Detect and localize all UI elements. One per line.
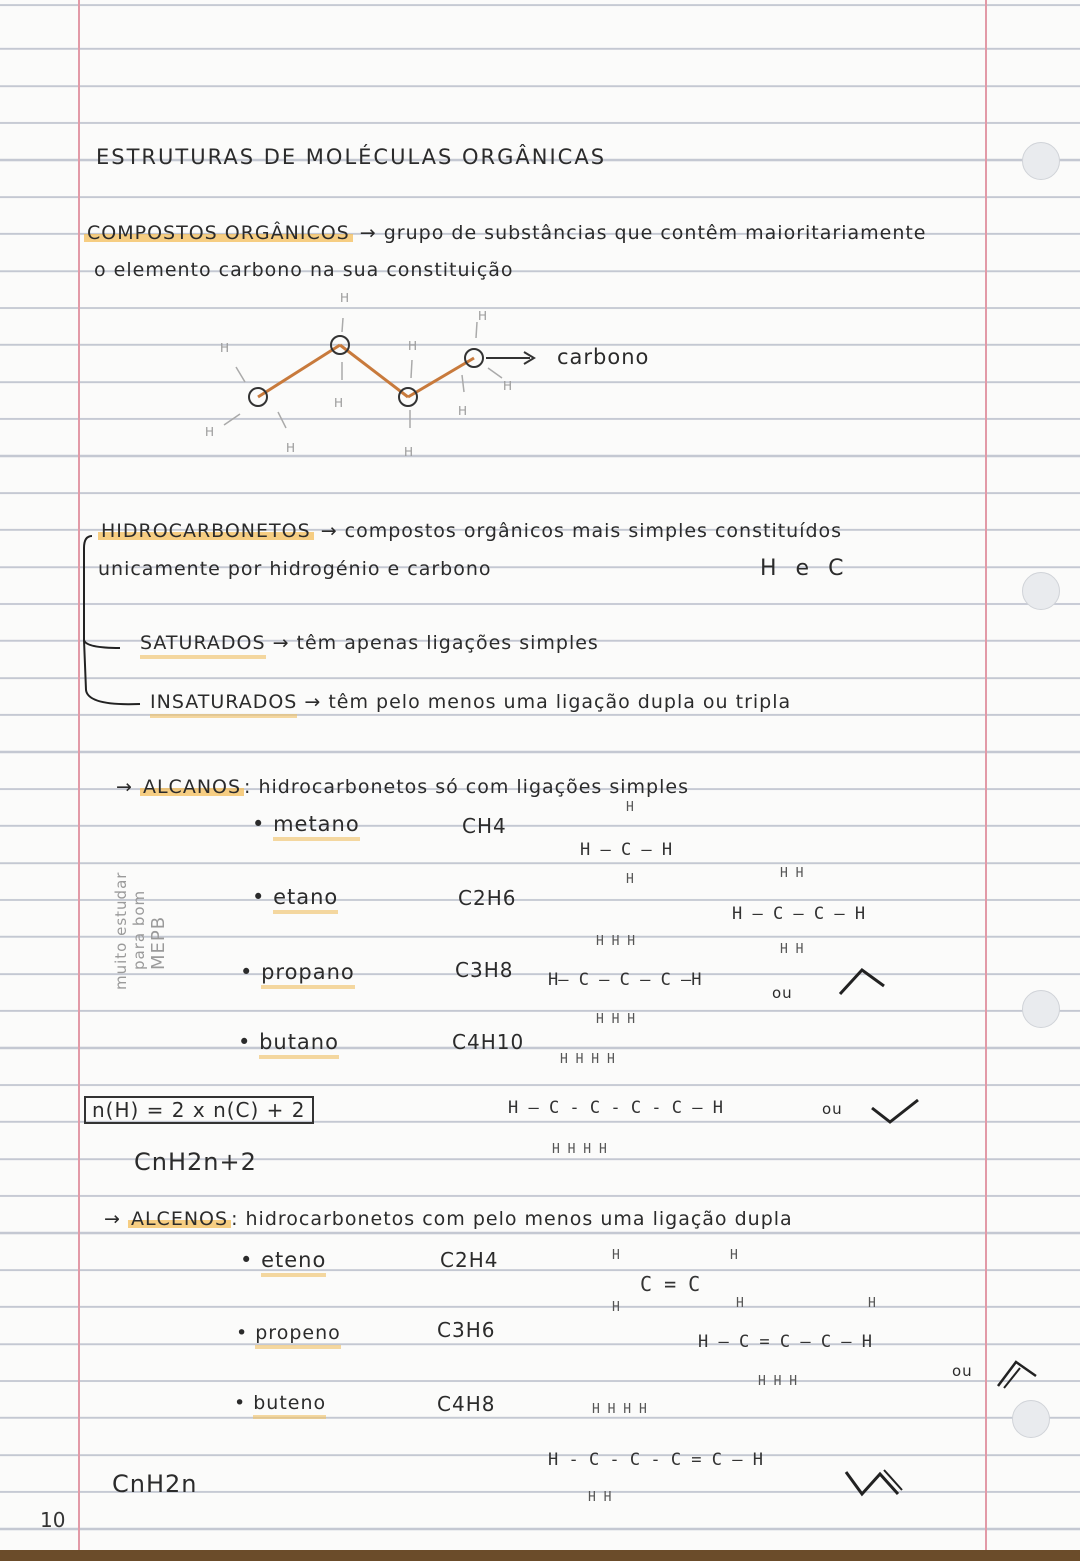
alkane-name: propano [261, 960, 355, 989]
unsaturated-definition: têm pelo menos uma ligação dupla ou tripla [328, 691, 792, 713]
svg-text:H: H [404, 445, 414, 459]
alkane-general-formula: CnH2n+2 [134, 1148, 257, 1176]
elements-h-c: H e C [760, 556, 850, 581]
unsaturated-term: INSATURADOS [150, 691, 297, 718]
structure-butano-top: H H H H [560, 1052, 615, 1067]
structure-metano: H – C – H [580, 840, 673, 860]
structure-buteno-bottom: H H [588, 1490, 612, 1505]
h-atom: H [730, 1248, 738, 1263]
structure-propano: H– C – C – C –H [548, 970, 702, 990]
organic-compounds-definition-1: grupo de substâncias que contêm maioritariamente [383, 222, 927, 244]
h-atom: H [612, 1248, 620, 1263]
h-atom: H [612, 1300, 620, 1315]
alkene-formula: C4H8 [437, 1392, 496, 1416]
alkene-general-formula: CnH2n [112, 1470, 198, 1498]
structure-propeno-top: H [868, 1296, 876, 1311]
alkane-formula: CH4 [462, 814, 507, 838]
alkene-buteno: • buteno [234, 1392, 326, 1414]
structure-eteno: C = C [640, 1272, 701, 1296]
alkanes-term: ALCANOS [140, 776, 244, 798]
or-label: ou [772, 984, 793, 1002]
h-atom: H [736, 1296, 744, 1311]
alkane-name: metano [273, 812, 360, 841]
alkene-propeno: • propeno [236, 1322, 341, 1344]
hydrogen-count-rule: n(H) = 2 x n(C) + 2 [84, 1096, 314, 1124]
side-note-line: para bom [130, 889, 148, 970]
svg-text:H: H [340, 291, 350, 305]
alkane-name: butano [259, 1030, 339, 1059]
arrow: → [304, 691, 322, 713]
structure-etano-top: H H [780, 866, 804, 881]
or-label: ou [822, 1100, 843, 1118]
alkene-name: buteno [253, 1392, 326, 1419]
structure-metano-top: H [626, 800, 634, 815]
alkane-butano: • butano [238, 1030, 339, 1054]
page-title: ESTRUTURAS DE MOLÉCULAS ORGÂNICAS [96, 145, 607, 169]
structure-propeno-bottom: H H H [758, 1374, 798, 1389]
svg-text:H: H [205, 425, 215, 439]
structure-butano-bottom: H H H H [552, 1142, 607, 1157]
alkene-name: eteno [261, 1248, 326, 1277]
arrow: → [320, 520, 338, 542]
svg-text:H: H [478, 309, 488, 323]
svg-text:H: H [408, 339, 418, 353]
structure-propano-bottom: H H H [596, 1012, 636, 1027]
svg-text:H: H [458, 404, 468, 418]
structure-buteno: H - C - C - C = C – H [548, 1450, 763, 1470]
structure-etano-bottom: H H [780, 942, 804, 957]
svg-text:H: H [286, 441, 296, 455]
svg-text:H: H [503, 379, 513, 393]
side-note-line: muito estudar [112, 871, 130, 990]
hydrocarbons-definition-1: compostos orgânicos mais simples constituídos [344, 520, 843, 542]
side-note-line: MEPB [148, 915, 169, 970]
arrow: → [272, 632, 290, 654]
hydrocarbons-term: HIDROCARBONETOS [98, 520, 314, 542]
hydrocarbons-definition-2: unicamente por hidrogénio e carbono [98, 558, 492, 580]
structure-butano: H – C - C - C - C – H [508, 1098, 723, 1118]
organic-compounds-definition-2: o elemento carbono na sua constituição [94, 259, 514, 281]
alkane-metano: • metano [252, 812, 360, 836]
alkane-propano: • propano [240, 960, 355, 984]
alkane-formula: C4H10 [452, 1030, 525, 1054]
structure-metano-bottom: H [626, 872, 634, 887]
alkene-formula: C2H4 [440, 1248, 499, 1272]
alkane-formula: C3H8 [455, 958, 514, 982]
alkene-name: propeno [255, 1322, 341, 1349]
svg-text:H: H [334, 396, 344, 410]
arrow: → [359, 222, 377, 244]
structure-propano-top: H H H [596, 934, 636, 949]
alkane-etano: • etano [252, 885, 338, 909]
arrow: → [104, 1208, 121, 1230]
alkene-eteno: • eteno [240, 1248, 326, 1272]
structure-etano: H – C — C – H [732, 904, 866, 924]
carbon-label: carbono [557, 345, 650, 369]
alkenes-definition: : hidrocarbonetos com pelo menos uma ligação dupla [231, 1208, 793, 1230]
alkane-name: etano [273, 885, 338, 914]
alkane-formula: C2H6 [458, 886, 517, 910]
structure-buteno-top: H H H H [592, 1402, 647, 1417]
page-number: 10 [40, 1508, 66, 1532]
saturated-definition: têm apenas ligações simples [296, 632, 599, 654]
svg-text:H: H [220, 341, 230, 355]
organic-compounds-term: COMPOSTOS ORGÂNICOS [84, 222, 353, 244]
or-label: ou [952, 1362, 973, 1380]
arrow: → [116, 776, 133, 798]
saturated-term: SATURADOS [140, 632, 266, 659]
alkene-formula: C3H6 [437, 1318, 496, 1342]
alkanes-definition: : hidrocarbonetos só com ligações simples [244, 776, 689, 798]
structure-propeno: H – C = C — C – H [698, 1332, 872, 1352]
alkenes-term: ALCENOS [128, 1208, 231, 1230]
